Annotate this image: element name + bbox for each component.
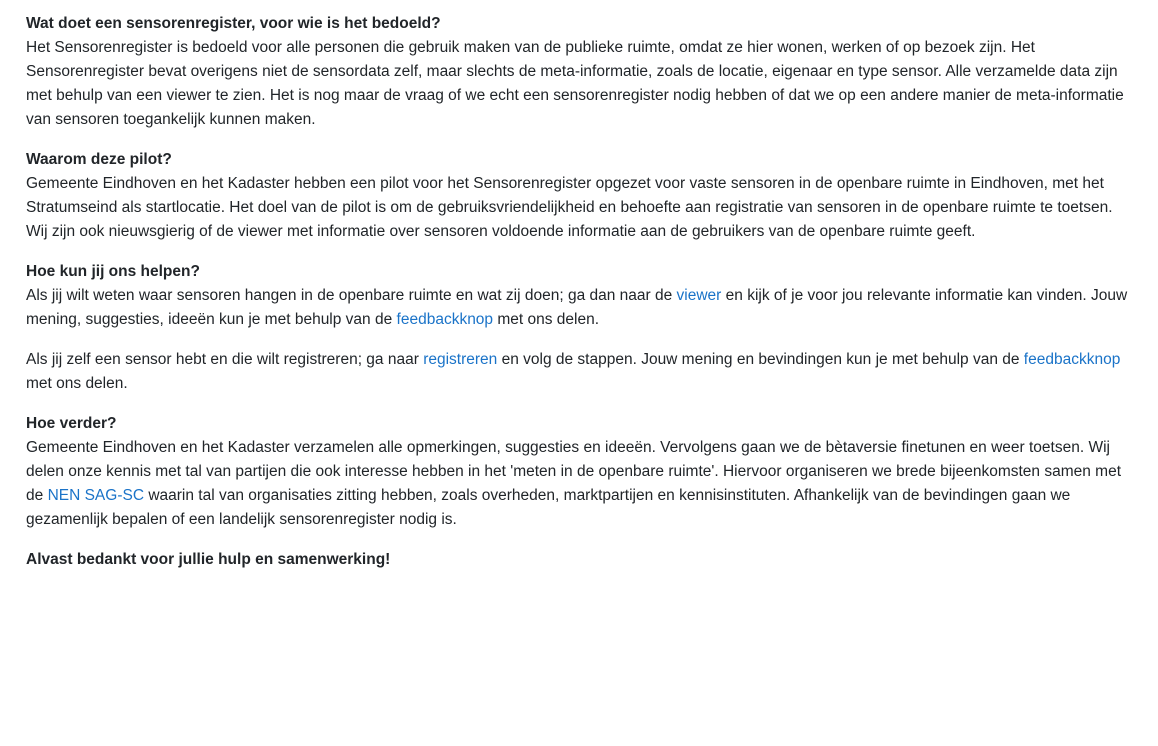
section-body-why: Gemeente Eindhoven en het Kadaster hebben een pilot voor het Sensorenregister opgezet voor vaste sensoren in de openbare ruimte in Eindhoven, met het Stratumseind als startlocatie. Het doel van de pilot is om de gebruiksvriendelijkheid en behoefte aan registratie van sensoren in de openbare ruimte te toetsen. Wij zijn ook nieuwsgierig of de viewer met informatie over sensoren voldoende informatie aan de gebruikers van de openbare ruimte geeft. bbox=[26, 175, 1113, 240]
viewer-link[interactable]: viewer bbox=[676, 287, 722, 304]
feedback-link-2[interactable]: feedbackknop bbox=[1023, 351, 1121, 368]
section-what bbox=[26, 12, 1136, 132]
section-body-next: Gemeente Eindhoven en het Kadaster verzamelen alle opmerkingen, suggesties en ideeën. Vervolgens gaan we de bètaversie finetunen en weer toetsen. Wij delen onze kennis met tal van partijen die ook interesse hebben in het 'meten in de openbare ruimte'. Hiervoor organiseren we brede bijeenkomsten samen met de NEN SAG-SC waarin tal van organisaties zitting hebben, zoals overheden, marktpartijen en kennisinstituten. Afhankelijk van de bevindingen gaan we gezamenlijk bepalen of een landelijk sensorenregister nodig is. bbox=[26, 439, 1122, 528]
section-body-what: Het Sensorenregister is bedoeld voor alle personen die gebruik maken van de publieke ruimte, omdat ze hier wonen, werken of op bezoek zijn. Het Sensorenregister bevat overigens niet de sensordata zelf, maar slechts de meta-informatie, zoals de locatie, eigenaar en type sensor. Alle verzamelde data zijn met behulp van een viewer te zien. Het is nog maar de vraag of we echt een sensorenregister nodig hebben of dat we op een andere manier de meta-informatie van sensoren toegankelijk kunnen maken. bbox=[26, 39, 1124, 128]
section-next bbox=[26, 412, 1136, 532]
help-paragraph-register: Als jij zelf een sensor hebt en die wilt registreren; ga naar registreren en volg de stappen. Jouw mening en bevindingen kun je met behulp van de feedbackknop met ons delen. bbox=[26, 351, 1121, 392]
feedback-link[interactable]: feedbackknop bbox=[396, 311, 494, 328]
section-heading-what: Wat doet een sensorenregister, voor wie is het bedoeld? bbox=[26, 15, 441, 32]
section-help bbox=[26, 260, 1136, 396]
help-paragraph-viewer: Als jij wilt weten waar sensoren hangen in de openbare ruimte en wat zij doen; ga dan naar de viewer en kijk of je voor jou relevante informatie kan vinden. Jouw mening, suggesties, ideeën kun je met behulp van de feedbackknop met ons delen. bbox=[26, 287, 1128, 328]
closing-thanks: Alvast bedankt voor jullie hulp en samenwerking! bbox=[26, 551, 391, 568]
nen-sag-sc-link[interactable]: NEN SAG-SC bbox=[47, 487, 145, 504]
section-heading-help: Hoe kun jij ons helpen? bbox=[26, 263, 200, 280]
page-content bbox=[26, 12, 1136, 572]
register-link[interactable]: registreren bbox=[423, 351, 498, 368]
section-heading-why: Waarom deze pilot? bbox=[26, 151, 172, 168]
section-why bbox=[26, 148, 1136, 244]
section-heading-next: Hoe verder? bbox=[26, 415, 117, 432]
